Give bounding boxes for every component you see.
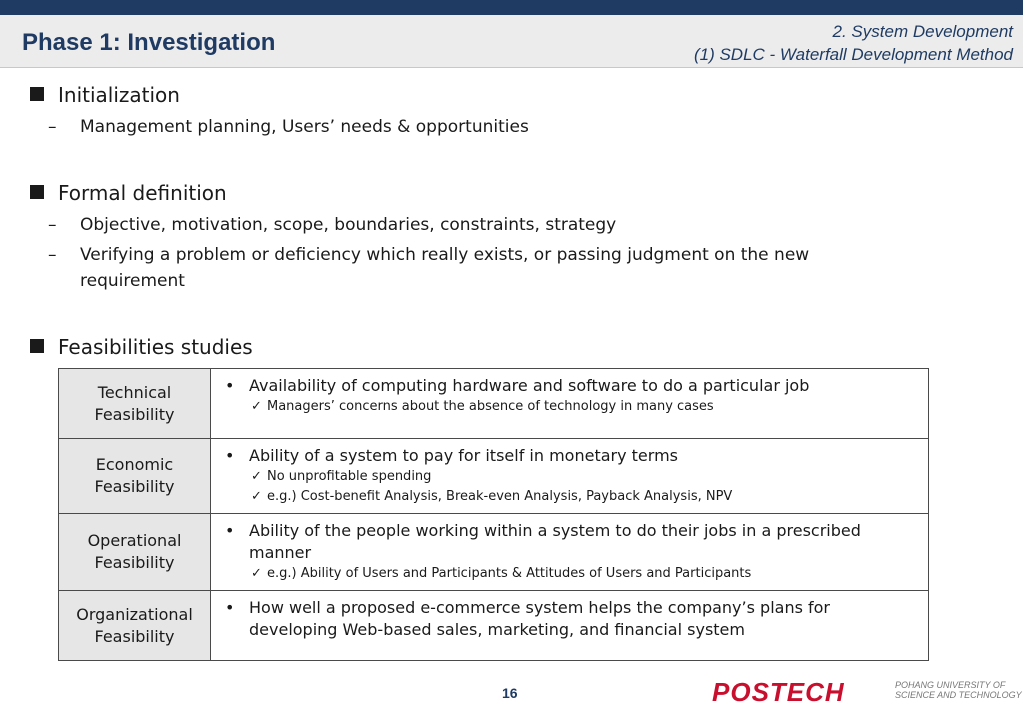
bullet-dot-icon: •: [225, 598, 235, 617]
dash-bullet-icon: –: [48, 245, 57, 265]
checkmark-icon: ✓: [251, 469, 262, 484]
square-bullet-icon: [30, 339, 44, 353]
list-item: – Objective, motivation, scope, boundaries, constraints, strategy: [48, 212, 928, 238]
section-heading-initialization: Initialization: [30, 83, 180, 107]
top-accent-bar: [0, 0, 1023, 15]
bullet-item: • How well a proposed e-commerce system helps the company’s plans for developing Web-based sales, marketing, and financial system: [225, 598, 830, 639]
page-title: Phase 1: Investigation: [22, 29, 276, 56]
section-heading-feasibilities: Feasibilities studies: [30, 335, 253, 359]
row-label-economic: Economic Feasibility: [59, 439, 211, 514]
dash-bullet-icon: –: [48, 215, 57, 235]
dash-bullet-icon: –: [48, 117, 57, 137]
checkmark-icon: ✓: [251, 399, 262, 414]
bullet-dot-icon: •: [225, 521, 235, 540]
logo-wordmark: POSTECH: [712, 677, 845, 707]
list-item: – Verifying a problem or deficiency which really exists, or passing judgment on the new requirement: [48, 242, 918, 294]
check-item: ✓ No unprofitable spending: [219, 467, 918, 487]
row-content: [211, 591, 929, 661]
check-item: ✓ e.g.) Ability of Users and Participants & Attitudes of Users and Participants: [219, 564, 918, 584]
list-item: – Management planning, Users’ needs & opportunities: [48, 114, 928, 140]
page-number: 16: [502, 685, 518, 701]
bullet-item: • Ability of the people working within a system to do their jobs in a prescribed manner: [225, 521, 861, 562]
header-subtitle-line2: (1) SDLC - Waterfall Development Method: [693, 45, 1013, 64]
bullet-item: • Availability of computing hardware and software to do a particular job: [225, 376, 810, 395]
table-row: [59, 369, 929, 439]
checkmark-icon: ✓: [251, 566, 262, 581]
section-heading-formal-definition: Formal definition: [30, 181, 227, 205]
bullet-dot-icon: •: [225, 376, 235, 395]
row-content: [211, 514, 929, 591]
row-label-technical: Technical Feasibility: [59, 369, 211, 439]
table-row: [59, 514, 929, 591]
check-item: ✓ e.g.) Cost-benefit Analysis, Break-even Analysis, Payback Analysis, NPV: [219, 487, 918, 507]
feasibility-table: [58, 368, 929, 661]
row-label-organizational: Organizational Feasibility: [59, 591, 211, 661]
row-label-operational: Operational Feasibility: [59, 514, 211, 591]
table-row: [59, 591, 929, 661]
square-bullet-icon: [30, 185, 44, 199]
header-subtitle: [694, 20, 1013, 66]
row-content: [211, 439, 929, 514]
slide-header: [0, 15, 1023, 68]
row-content: [211, 369, 929, 439]
table-row: [59, 439, 929, 514]
bullet-dot-icon: •: [225, 446, 235, 465]
square-bullet-icon: [30, 87, 44, 101]
header-subtitle-line1: 2. System Development: [832, 22, 1013, 41]
logo-subtitle: POHANG UNIVERSITY OF SCIENCE AND TECHNOLOGY: [895, 680, 1022, 700]
bullet-item: • Ability of a system to pay for itself in monetary terms: [225, 446, 678, 465]
check-item: ✓ Managers’ concerns about the absence of technology in many cases: [219, 397, 918, 417]
checkmark-icon: ✓: [251, 489, 262, 504]
